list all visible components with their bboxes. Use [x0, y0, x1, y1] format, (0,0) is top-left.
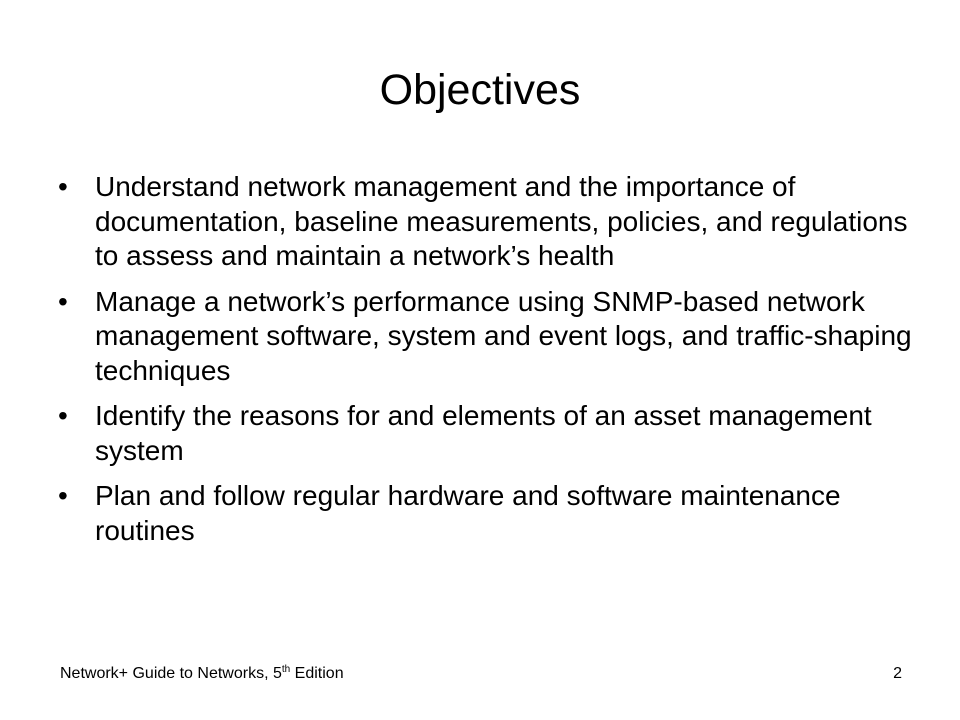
bullet-item: [58, 479, 918, 548]
bullet-dot-icon: •: [58, 285, 68, 317]
page-number: 2: [893, 665, 902, 682]
bullet-text: Understand network management and the importance of documentation, baseline measurements, policies, and regulations to assess and maintain a network’s health: [95, 171, 908, 271]
footer-book-title: [60, 664, 344, 684]
bullet-dot-icon: •: [58, 480, 68, 511]
footer-superscript: th: [281, 664, 291, 675]
slide-title: Objectives: [379, 66, 581, 114]
footer-text-end: Edition: [290, 665, 344, 682]
bullet-item: [58, 285, 918, 389]
bullet-dot-icon: •: [58, 400, 68, 431]
bullet-dot-icon: •: [58, 171, 68, 202]
bullet-text: Plan and follow regular hardware and software maintenance routines: [95, 480, 841, 546]
footer-text: Network+ Guide to Networks, 5: [60, 665, 282, 682]
bullet-text: Manage a network’s performance using SNMP-based network management software, system and event logs, and traffic-shaping techniques: [95, 285, 912, 386]
bullet-item: [58, 170, 918, 274]
bullet-text: Identify the reasons for and elements of an asset management system: [95, 400, 872, 466]
objectives-list: [58, 170, 918, 559]
bullet-item: [58, 399, 918, 468]
